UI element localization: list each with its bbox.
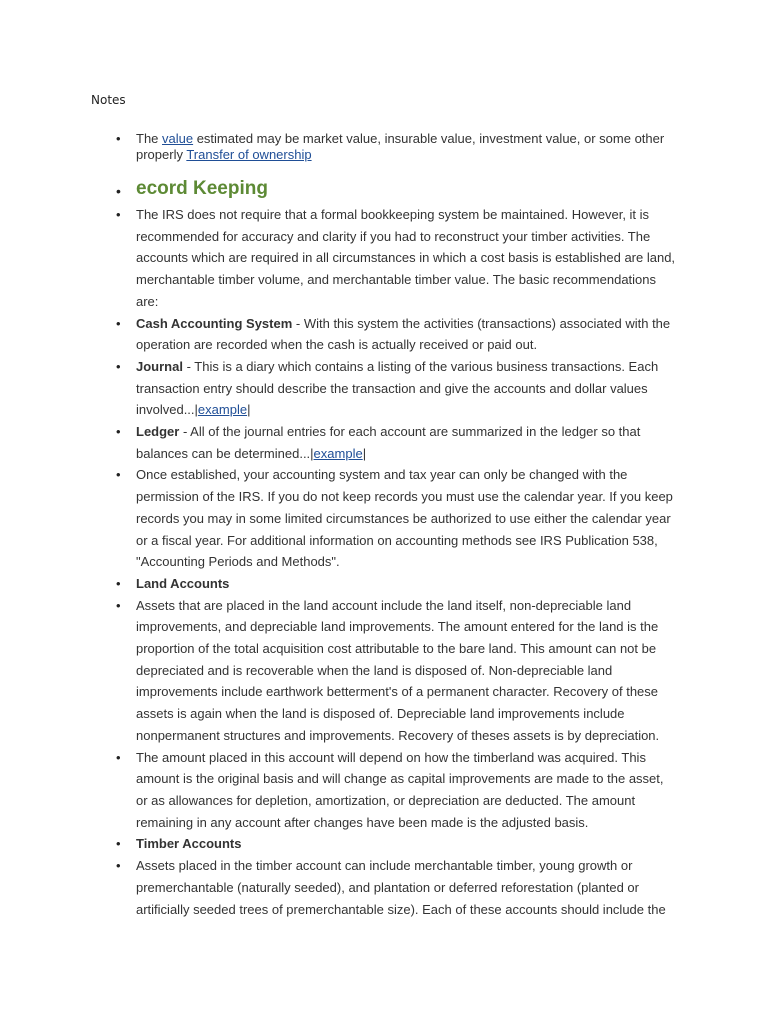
- value-link[interactable]: value: [162, 131, 194, 146]
- journal-term: Journal: [136, 358, 183, 374]
- bullet-icon: •: [116, 424, 121, 440]
- timber-assets-paragraph: Assets placed in the timber account can include merchantable timber, young growth or premerchantable (naturally seeded), and plantation or deferred reforestation (planted or artificially seeded trees of premerchantable size). Each of these accounts should include the: [136, 858, 666, 917]
- list-item: [0, 464, 676, 573]
- list-item: [0, 313, 676, 356]
- intro-list: [0, 131, 676, 163]
- ledger-after: |: [362, 445, 367, 461]
- section-heading: ecord Keeping: [136, 178, 268, 199]
- bullet-icon: •: [116, 183, 121, 199]
- bullet-icon: •: [116, 358, 121, 374]
- land-assets-paragraph: Assets that are placed in the land account include the land itself, non-depreciable land improvements, and depreciable land improvements. The amount entered for the land is the proportion of the total acquisition cost attributable to the bare land. This amount can not be depreciated and is recoverable when the land is disposed of. Non-depreciable land improvements include earthwork betterment's of a permanent character. Recovery of these assets is again when the land is disposed of. Depreciable land improvements include nonpermanent structures and improvements. Recovery of theses assets is by depreciation.: [136, 597, 660, 743]
- bullet-icon: •: [116, 131, 121, 146]
- bullet-icon: •: [116, 749, 121, 765]
- ledger-text: - All of the journal entries for each account are summarized in the ledger so that balances can be determined...|: [136, 424, 641, 461]
- cash-accounting-text: - With this system the activities (transactions) associated with the operation are recorded when the cash is actually received or paid out.: [136, 315, 671, 353]
- transfer-of-ownership-link[interactable]: Transfer of ownership: [186, 147, 312, 162]
- intro-text-start: The: [136, 131, 163, 146]
- list-item: [0, 855, 676, 920]
- journal-text: - This is a diary which contains a listing of the various business transactions. Each transaction entry should describe the transaction and give the accounts and dollar values involved...|: [136, 358, 659, 418]
- bullet-icon: •: [116, 207, 121, 222]
- amount-paragraph: The amount placed in this account will depend on how the timberland was acquired. This amount is the original basis and will change as capital improvements are made to the asset, or as allowances for depletion, amortization, or depreciation are deducted. The amount remaining in any account after changes have been made is the adjusted basis.: [136, 749, 664, 830]
- list-item: [0, 833, 676, 855]
- land-accounts-heading: Land Accounts: [136, 575, 230, 591]
- irs-paragraph: The IRS does not require that a formal bookkeeping system be maintained. However, it is recommended for accuracy and clarity if you had to reconstruct your timber activities. The accounts which are required in all circumstances in which a cost basis is established are land, merchantable timber volume, and merchantable timber value. The basic recommendations are:: [136, 207, 676, 309]
- bullet-icon: •: [116, 315, 121, 331]
- bullet-icon: •: [116, 858, 121, 874]
- list-item: [0, 421, 676, 464]
- list-item: [0, 176, 676, 203]
- bullet-icon: •: [116, 836, 121, 852]
- list-item: [0, 356, 676, 421]
- page-title: Notes: [91, 93, 126, 107]
- journal-example-link[interactable]: example: [197, 402, 248, 418]
- bullet-icon: •: [116, 597, 121, 613]
- list-item: [0, 595, 676, 747]
- intro-text-middle: estimated may be market value, insurable value, investment value, or some other properly: [136, 131, 665, 162]
- heading-list: [0, 176, 676, 203]
- bullet-icon: •: [116, 467, 121, 483]
- accounting-system-paragraph: Once established, your accounting system and tax year can only be changed with the permission of the IRS. If you do not keep records you must use the calendar year. If you keep records you may in some limited circumstances be authorized to use either the calendar year or a fiscal year. For additional information on accounting methods see IRS Publication 538, "Accounting Periods and Methods".: [136, 467, 673, 570]
- list-item: [0, 131, 676, 163]
- journal-after: |: [247, 402, 251, 418]
- record-keeping-list: [0, 204, 676, 920]
- list-item: [0, 204, 676, 313]
- timber-accounts-heading: Timber Accounts: [136, 836, 242, 852]
- list-item: [0, 747, 676, 834]
- ledger-example-link[interactable]: example: [313, 445, 363, 461]
- list-item: [0, 573, 676, 595]
- ledger-term: Ledger: [136, 424, 180, 440]
- cash-accounting-term: Cash Accounting System: [136, 315, 293, 331]
- bullet-icon: •: [116, 575, 121, 591]
